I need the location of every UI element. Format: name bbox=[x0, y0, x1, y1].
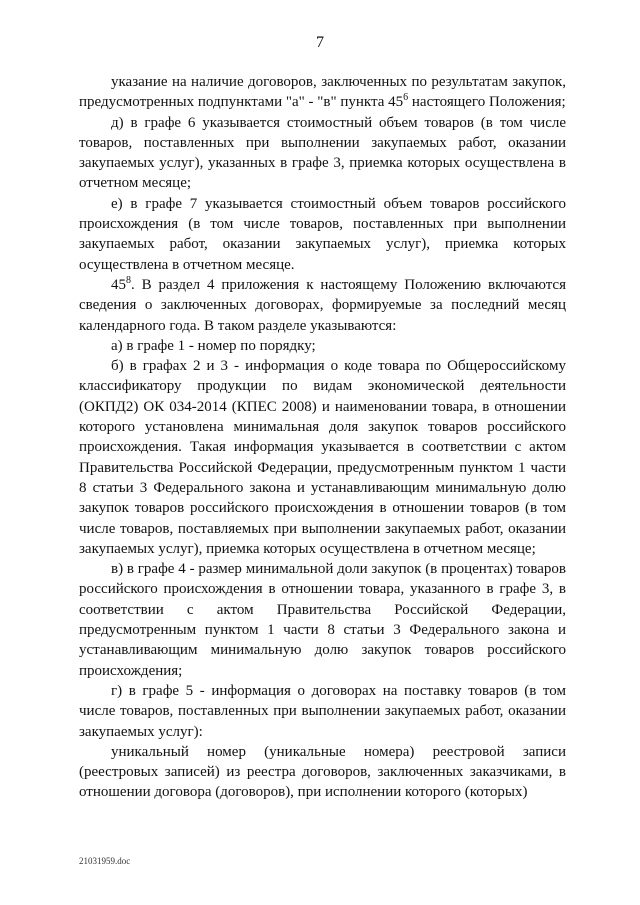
paragraph: в) в графе 4 - размер минимальной доли закупок (в процентах) товаров российского происхождения в отношении товара, указанного в графе 3, в соответствии с актом Правительства Российской Федерации, предусмотренным пунктом 1 части 8 статьи 3 Федерального закона и устанавливающим минимальную долю закупок товаров российского происхождения; bbox=[79, 561, 566, 679]
paragraph: а) в графе 1 - номер по порядку; bbox=[111, 337, 316, 354]
paragraph: указание на наличие договоров, заключенных по результатам закупок, предусмотренных подпунктами "а" - "в" пункта $45^6$ настоящего Положения; bbox=[79, 74, 566, 111]
paragraph: б) в графах 2 и 3 - информация о коде товара по Общероссийскому классификатору продукции по видам экономической деятельности (ОКПД2) ОК 034-2014 (КПЕС 2008) и наименовании товара, в отношении которого установлена минимальная доля закупок товаров российского происхождения. Такая информация указывается в соответствии с актом Правительства Российской Федерации, предусмотренным пунктом 1 части 8 статьи 3 Федерального закона и устанавливающим минимальную долю закупок товаров российского происхождения в отношении товаров (в том числе товаров, поставляемых при выполнении закупаемых работ, оказании закупаемых услуг), приемка которых осуществлена в отчетном месяце; bbox=[79, 358, 566, 557]
paragraph: е) в графе 7 указывается стоимостный объем товаров российского происхождения (в том числе товаров, поставленных при выполнении закупаемых работ, оказании закупаемых услуг), приемка которых осуществлена в отчетном месяце. bbox=[79, 195, 566, 273]
paragraph: $45^8$. В раздел 4 приложения к настоящему Положению включаются сведения о заключенных договорах, формируемые за последний месяц календарного года. В таком разделе указываются: bbox=[79, 274, 566, 334]
paragraph: д) в графе 6 указывается стоимостный объем товаров (в том числе товаров, поставленных при выполнении закупаемых работ, оказании закупаемых услуг), указанных в графе 3, приемка которых осуществлена в отчетном месяце; bbox=[79, 114, 566, 192]
paragraph: уникальный номер (уникальные номера) реестровой записи (реестровых записей) из реестра договоров, заключенных заказчиками, в отношении договора (договоров), при исполнении которого (которых) bbox=[79, 743, 566, 801]
document-body bbox=[79, 72, 566, 803]
page-number: 7 bbox=[316, 34, 324, 51]
document-filename: 21031959.doc bbox=[79, 856, 131, 866]
paragraph: г) в графе 5 - информация о договорах на поставку товаров (в том числе товаров, поставленных при выполнении закупаемых работ, оказании закупаемых услуг): bbox=[79, 682, 566, 740]
